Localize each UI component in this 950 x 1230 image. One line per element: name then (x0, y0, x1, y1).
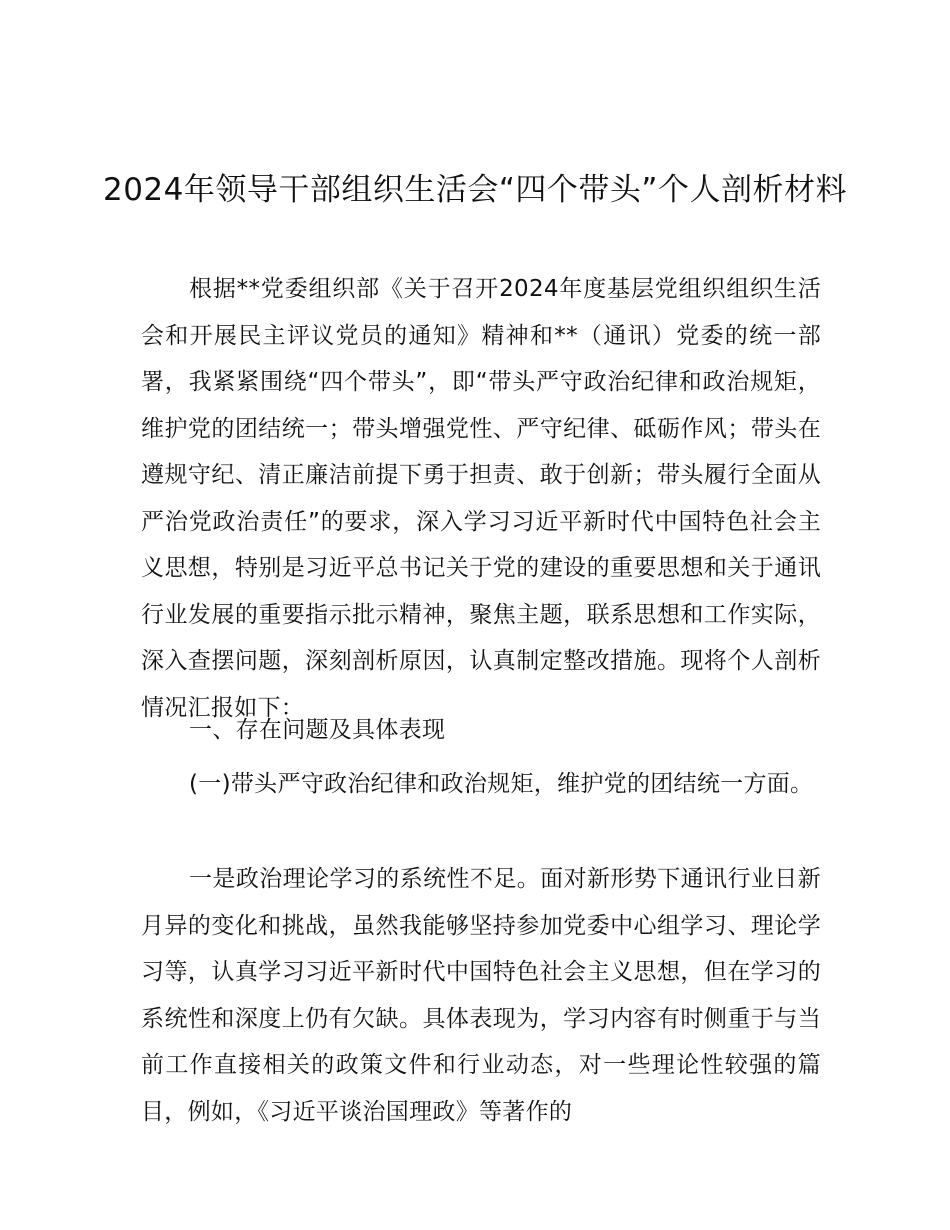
intro-paragraph: 根据**党委组织部《关于召开2024年度基层党组织组织生活会和开展民主评议党员的通知》精神和**（通讯）党委的统一部署，我紧紧围绕“四个带头”，即“带头严守政治纪律和政治规矩，维护党的团结统一；带头增强党性、严守纪律、砥砺作风；带头在遵规守纪、清正廉洁前提下勇于担责、敢于创新；带头履行全面从严治党政治责任”的要求，深入学习习近平新时代中国特色社会主义思想，特别是习近平总书记关于党的建设的重要思想和关于通讯行业发展的重要指示批示精神，聚焦主题，联系思想和工作实际，深入查摆问题，深刻剖析原因，认真制定整改措施。现将个人剖析情况汇报如下： (141, 276, 821, 721)
subsection-heading-political-discipline: (一)带头严守政治纪律和政治规矩，维护党的团结统一方面。 (189, 771, 814, 797)
section-heading-problems: 一、存在问题及具体表现 (189, 717, 446, 743)
document-title: 2024年领导干部组织生活会“四个带头”个人剖析材料 (102, 172, 847, 208)
point-one-paragraph: 一是政治理论学习的系统性不足。面对新形势下通讯行业日新月异的变化和挑战，虽然我能够坚持参加党委中心组学习、理论学习等，认真学习习近平新时代中国特色社会主义思想，但在学习的系统性和深度上仍有欠缺。具体表现为，学习内容有时侧重于与当前工作直接相关的政策文件和行业动态，对一些理论性较强的篇目，例如，《习近平谈治国理政》等著作的 (141, 866, 821, 1125)
